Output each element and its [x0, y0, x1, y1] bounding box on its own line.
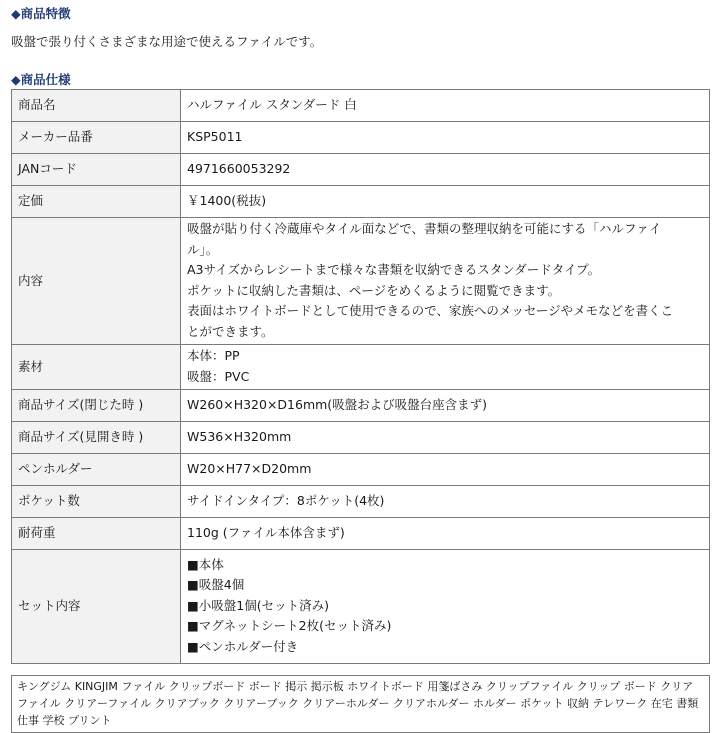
features-text: 吸盤で張り付くさまざまな用途で使えるファイルです。 [11, 34, 323, 49]
spec-row [12, 218, 710, 345]
spec-label: 商品サイズ(閉じた時 ) [12, 390, 181, 422]
spec-value [181, 518, 710, 550]
spec-value-line: 吸盤が貼り付く冷蔵庫やタイル面などで、書類の整理収納を可能にする「ハルファイ [187, 221, 662, 236]
spec-value-line: とができます。 [187, 323, 274, 339]
spec-value [181, 186, 710, 218]
spec-label: 内容 [12, 218, 181, 345]
spec-row [12, 550, 710, 664]
spec-label: 定価 [12, 186, 181, 218]
spec-value [181, 550, 710, 664]
keywords-box [11, 675, 710, 733]
spec-value [181, 154, 710, 186]
spec-label: ペンホルダー [12, 454, 181, 486]
spec-value-line: ■ペンホルダー付き [187, 638, 299, 654]
spec-value [181, 345, 710, 390]
spec-value-line: ■吸盤4個 [187, 577, 245, 593]
spec-row [12, 122, 710, 154]
spec-value-line: ポケットに収納した書類は、ページをめくるように閲覧できます。 [187, 282, 561, 298]
spec-value-line: サイドインタイプ：8ポケット(4枚) [187, 493, 385, 509]
spec-value-line: ハルファイル スタンダード 白 [187, 97, 357, 113]
spec-value-line: 110g (ファイル本体含まず) [187, 525, 345, 541]
spec-row [12, 454, 710, 486]
spec-value-line: ■本体 [187, 556, 224, 572]
spec-value-line: W536×H320mm [187, 429, 292, 445]
spec-row [12, 186, 710, 218]
spec-label: 耐荷重 [12, 518, 181, 550]
spec-value [181, 218, 710, 345]
spec-value [181, 90, 710, 122]
spec-row [12, 390, 710, 422]
spec-row [12, 422, 710, 454]
spec-value [181, 422, 710, 454]
spec-row [12, 486, 710, 518]
spec-value-line: KSP5011 [187, 129, 243, 145]
spec-label: 商品サイズ(見開き時 ) [12, 422, 181, 454]
features-heading: ◆商品特徴 [11, 6, 71, 21]
spec-row [12, 154, 710, 186]
spec-value-line: W260×H320×D16mm(吸盤および吸盤台座含まず) [187, 397, 488, 413]
spec-label: ポケット数 [12, 486, 181, 518]
spec-value-line: ■マグネットシート2枚(セット済み) [187, 618, 392, 634]
spec-label: メーカー品番 [12, 122, 181, 154]
spec-value [181, 486, 710, 518]
spec-value-line: ル」。 [187, 241, 219, 257]
spec-heading: ◆商品仕様 [11, 72, 71, 87]
spec-value-line: ￥1400(税抜) [187, 193, 267, 209]
spec-value-line: 4971660053292 [187, 161, 291, 177]
spec-row [12, 90, 710, 122]
spec-row [12, 518, 710, 550]
spec-value-line: W20×H77×D20mm [187, 461, 312, 477]
spec-label: JANコード [12, 154, 181, 186]
spec-value-line: 本体：PP [187, 348, 240, 363]
spec-value-line: ■小吸盤1個(セット済み) [187, 597, 330, 613]
spec-value-line: 表面はホワイトボードとして使用できるので、家族へのメッセージやメモなどを書くこ [187, 303, 674, 318]
spec-value-line: A3サイズからレシートまで様々な書類を収納できるスタンダードタイプ。 [187, 262, 601, 277]
spec-value [181, 454, 710, 486]
spec-label: セット内容 [12, 550, 181, 664]
spec-value [181, 122, 710, 154]
spec-label: 素材 [12, 345, 181, 390]
keywords-text: キングジム KINGJIM ファイル クリップボード ボード 掲示 掲示板 ホワイトボード 用箋ばさみ クリップファイル クリップ ボード クリアファイル クリアーファイル クリアブック クリアーブック クリアーホルダー クリアホルダー ホルダー ポケット 収納 テレワーク 在宅 書類 仕事 学校 プリント [17, 680, 699, 727]
spec-table [11, 89, 710, 664]
spec-value-line: 吸盤：PVC [187, 368, 250, 384]
spec-row [12, 345, 710, 390]
spec-value [181, 390, 710, 422]
spec-label: 商品名 [12, 90, 181, 122]
